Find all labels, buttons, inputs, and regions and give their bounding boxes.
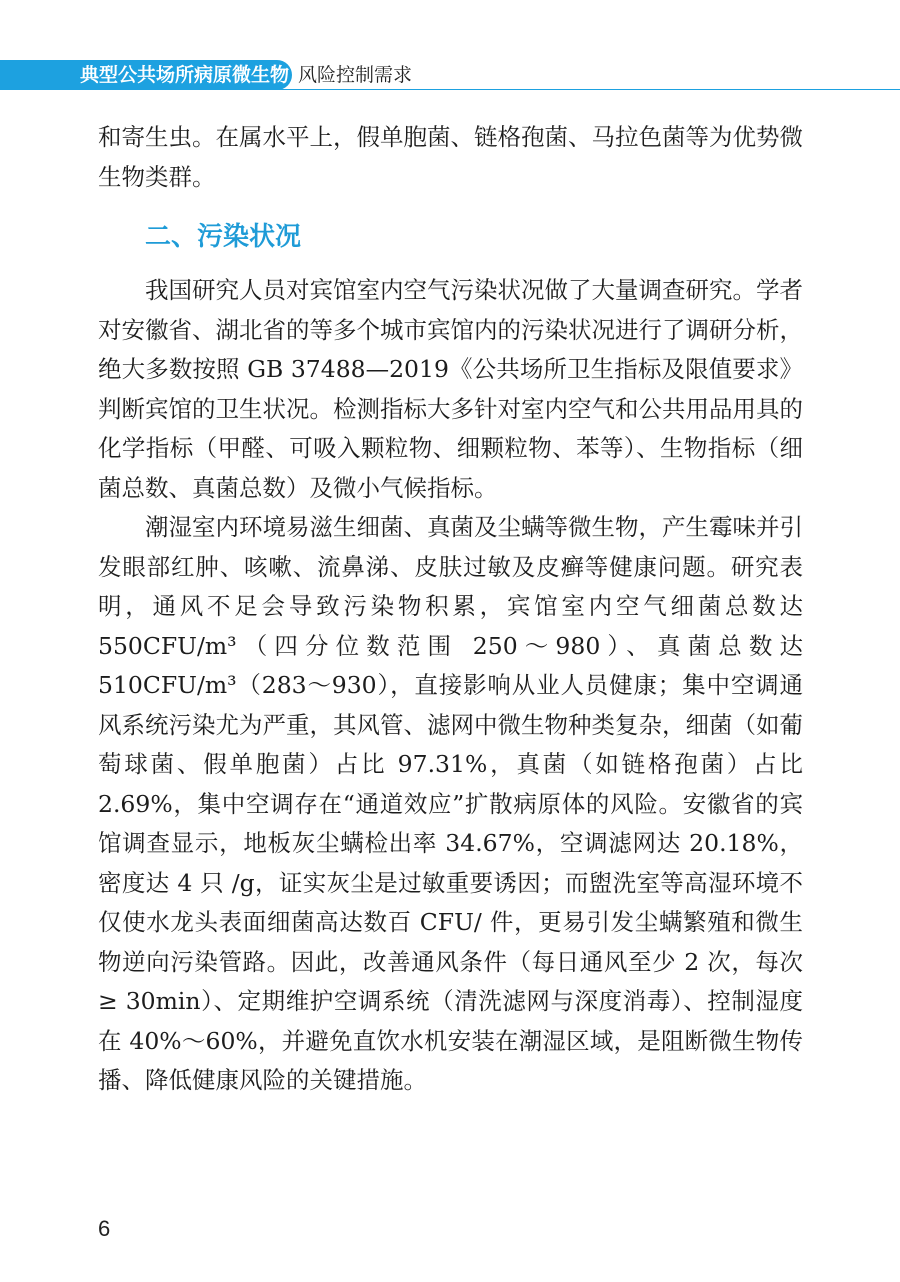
section-title: 二、污染状况	[145, 222, 302, 252]
page-number: 6	[98, 1216, 111, 1241]
paragraph-continuation: 和寄生虫。在属水平上，假单胞菌、链格孢菌、马拉色菌等为优势微 生物类群。	[98, 123, 803, 191]
running-header	[0, 60, 900, 90]
page-body	[98, 118, 803, 1101]
paragraph-humidity: 潮湿室内环境易滋生细菌、真菌及尘螨等微生物，产生霉味并引发眼部红肿、咳嗽、流鼻涕、皮肤过敏及皮癣等健康问题。研究表明，通风不足会导致污染物积累，宾馆室内空气细菌总数达550CFU/m³（四分位数范围 250～980）、真菌总数达 510CFU/m³（283～930），直接影响从业人员健康；集中空调通风系统污染尤为严重，其风管、滤网中微生物种类复杂，细菌（如葡萄球菌、假单胞菌）占比 97.31%，真菌（如链格孢菌）占比 2.69%，集中空调存在“通道效应”扩散病原体的风险。安徽省的宾馆调查显示，地板灰尘螨检出率 34.67%，空调滤网达 20.18%，密度达 4 只 /g，证实灰尘是过敏重要诱因；而盥洗室等高湿环境不仅使水龙头表面细菌高达数百 CFU/ 件，更易引发尘螨繁殖和微生物逆向污染管路。因此，改善通风条件（每日通风至少 2 次，每次≥ 30min）、定期维护空调系统（清洗滤网与深度消毒）、控制湿度在 40%～60%，并避免直饮水机安装在潮湿区域，是阻断微生物传播、降低健康风险的关键措施。	[98, 513, 803, 1094]
header-book-title: 典型公共场所病原微生物	[80, 64, 290, 86]
header-book-subtitle: 风险控制需求	[298, 64, 413, 86]
header-rule	[0, 89, 900, 90]
paragraph-survey: 我国研究人员对宾馆室内空气污染状况做了大量调查研究。学者对安徽省、湖北省的等多个城市宾馆内的污染状况进行了调研分析，绝大多数按照 GB 37488—2019《公共场所卫生指标及限值要求》判断宾馆的卫生状况。检测指标大多针对室内空气和公共用品用具的化学指标（甲醛、可吸入颗粒物、细颗粒物、苯等）、生物指标（细菌总数、真菌总数）及微小气候指标。	[98, 276, 803, 502]
